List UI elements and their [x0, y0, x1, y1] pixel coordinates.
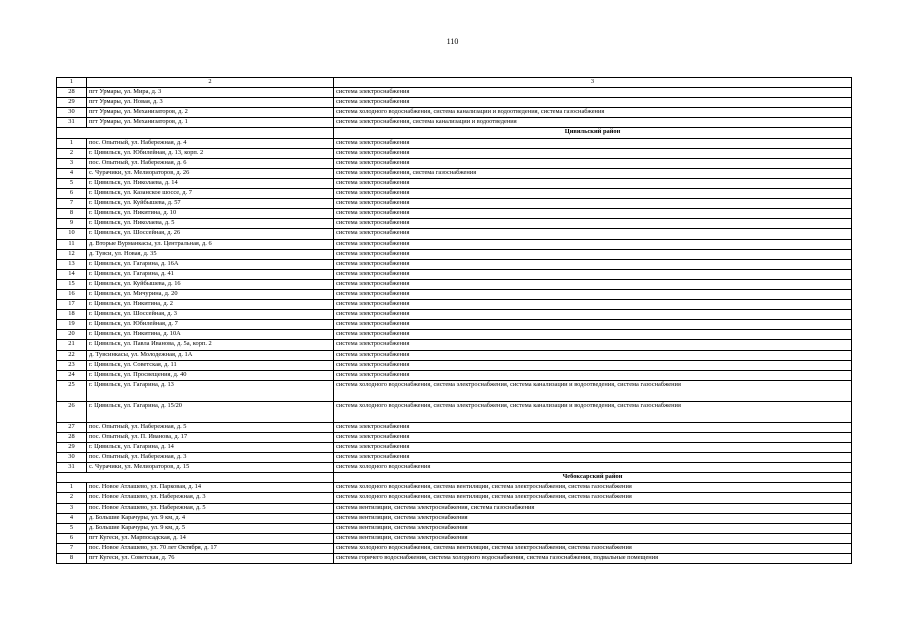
table-row — [57, 370, 852, 380]
row-number: 30 — [57, 108, 87, 118]
row-address: пос. Опытный, ул. Набережная, д. 4 — [87, 138, 334, 148]
row-address: г. Цивильск, ул. Гагарина, д. 41 — [87, 269, 334, 279]
table-row — [57, 259, 852, 269]
row-address: г. Цивильск, ул. Просвещения, д. 40 — [87, 370, 334, 380]
row-number: 1 — [57, 483, 87, 493]
row-systems: система электроснабжения — [334, 320, 852, 330]
row-address: с. Чурачики, ул. Мелиораторов, д. 26 — [87, 168, 334, 178]
table-row — [57, 543, 852, 553]
row-systems: система электроснабжения — [334, 350, 852, 360]
row-systems: система вентиляции, система электроснабжения, система газоснабжения — [334, 503, 852, 513]
row-number: 6 — [57, 189, 87, 199]
row-systems: система электроснабжения — [334, 199, 852, 209]
row-address: г. Цивильск, ул. Гагарина, д. 14 — [87, 443, 334, 453]
objects-table — [56, 77, 852, 564]
row-systems: система электроснабжения — [334, 443, 852, 453]
row-systems: система электроснабжения — [334, 453, 852, 463]
table-row — [57, 88, 852, 98]
row-systems: система холодного водоснабжения — [334, 463, 852, 473]
row-number: 19 — [57, 320, 87, 330]
table-row — [57, 330, 852, 340]
row-address: г. Цивильск, ул. Гагарина, д. 13 — [87, 380, 334, 401]
table-row — [57, 453, 852, 463]
row-address: пгт Кугеси, ул. Советская, д. 76 — [87, 554, 334, 564]
row-number: 24 — [57, 370, 87, 380]
table-row — [57, 178, 852, 188]
row-number: 2 — [57, 493, 87, 503]
table-row — [57, 513, 852, 523]
table-row — [57, 463, 852, 473]
row-number: 13 — [57, 259, 87, 269]
row-address: пгт Урмары, ул. Мира, д. 3 — [87, 88, 334, 98]
row-address: д. Вторые Вурманкасы, ул. Центральная, д. 6 — [87, 239, 334, 249]
table-row — [57, 523, 852, 533]
row-address: пос. Опытный, ул. Набережная, д. 5 — [87, 422, 334, 432]
row-number: 29 — [57, 98, 87, 108]
row-number: 4 — [57, 168, 87, 178]
row-number: 31 — [57, 118, 87, 128]
row-number: 4 — [57, 513, 87, 523]
table-row — [57, 98, 852, 108]
row-address: пгт Урмары, ул. Механизаторов, д. 2 — [87, 108, 334, 118]
row-number: 3 — [57, 503, 87, 513]
row-address: г. Цивильск, ул. Николаева, д. 5 — [87, 219, 334, 229]
row-address: г. Цивильск, ул. Мичурина, д. 20 — [87, 289, 334, 299]
header-col-systems: 3 — [334, 78, 852, 88]
row-number: 14 — [57, 269, 87, 279]
objects-table-body — [57, 78, 852, 564]
row-systems: система электроснабжения — [334, 279, 852, 289]
row-number: 6 — [57, 533, 87, 543]
table-row — [57, 340, 852, 350]
row-number: 21 — [57, 340, 87, 350]
table-row — [57, 158, 852, 168]
row-systems: система электроснабжения — [334, 370, 852, 380]
row-systems: система электроснабжения — [334, 239, 852, 249]
row-number: 9 — [57, 219, 87, 229]
row-systems: система холодного водоснабжения, система вентиляции, система электроснабжения, система газоснабжения — [334, 543, 852, 553]
row-address: г. Цивильск, ул. Юбилейная, д. 13, корп. 2 — [87, 148, 334, 158]
row-address: г. Цивильск, ул. Павла Иванова, д. 5а, корп. 2 — [87, 340, 334, 350]
table-row — [57, 229, 852, 239]
table-row — [57, 422, 852, 432]
table-row — [57, 401, 852, 422]
row-systems: система электроснабжения — [334, 269, 852, 279]
row-number: 28 — [57, 88, 87, 98]
row-address: д. Тувси, ул. Новая, д. 35 — [87, 249, 334, 259]
row-number: 26 — [57, 401, 87, 422]
table-row — [57, 138, 852, 148]
row-number: 30 — [57, 453, 87, 463]
section-row — [57, 128, 852, 138]
row-systems: система горячего водоснабжения, система холодного водоснабжения, система газоснабжения, подвальные помещения — [334, 554, 852, 564]
table-row — [57, 432, 852, 442]
table-row — [57, 269, 852, 279]
table-row — [57, 279, 852, 289]
row-number: 25 — [57, 380, 87, 401]
row-systems: система холодного водоснабжения, система электроснабжения, система канализации и водоотведения, система газоснабжения — [334, 380, 852, 401]
row-address: г. Цивильск, ул. Николаева, д. 14 — [87, 178, 334, 188]
table-row — [57, 320, 852, 330]
table-row — [57, 443, 852, 453]
table-row — [57, 199, 852, 209]
row-address: с. Чурачики, ул. Мелиораторов, д. 15 — [87, 463, 334, 473]
row-address: д. Большие Карачуры, ул. 9 км, д. 5 — [87, 523, 334, 533]
row-address: г. Цивильск, ул. Шоссейная, д. 3 — [87, 310, 334, 320]
page-number: 110 — [446, 37, 459, 46]
row-systems: система электроснабжения — [334, 98, 852, 108]
table-row — [57, 209, 852, 219]
table-row — [57, 310, 852, 320]
table-row — [57, 350, 852, 360]
table-row — [57, 219, 852, 229]
table-row — [57, 554, 852, 564]
section-title: Чебоксарский район — [334, 473, 852, 483]
row-systems: система электроснабжения — [334, 209, 852, 219]
row-number: 7 — [57, 543, 87, 553]
row-systems: система электроснабжения — [334, 340, 852, 350]
row-systems: система электроснабжения — [334, 360, 852, 370]
row-number: 22 — [57, 350, 87, 360]
row-systems: система электроснабжения — [334, 219, 852, 229]
table-row — [57, 493, 852, 503]
row-systems: система электроснабжения — [334, 178, 852, 188]
row-number: 7 — [57, 199, 87, 209]
row-systems: система электроснабжения — [334, 148, 852, 158]
row-number: 11 — [57, 239, 87, 249]
row-number: 17 — [57, 300, 87, 310]
row-address: г. Цивильск, ул. Куйбышева, д. 16 — [87, 279, 334, 289]
row-address: г. Цивильск, ул. Куйбышева, д. 57 — [87, 199, 334, 209]
row-systems: система электроснабжения — [334, 330, 852, 340]
row-number: 2 — [57, 148, 87, 158]
row-address: пгт Урмары, ул. Механизаторов, д. 1 — [87, 118, 334, 128]
table-row — [57, 239, 852, 249]
row-address: пос. Опытный, ул. Набережная, д. 3 — [87, 453, 334, 463]
row-address: г. Цивильск, ул. Казанское шоссе, д. 7 — [87, 189, 334, 199]
row-address: г. Цивильск, ул. Гагарина, д. 16А — [87, 259, 334, 269]
row-number: 29 — [57, 443, 87, 453]
row-address: д. Тувсинкасы, ул. Молодежная, д. 1А — [87, 350, 334, 360]
row-address: г. Цивильск, ул. Шоссейная, д. 26 — [87, 229, 334, 239]
row-address: пгт Урмары, ул. Новая, д. 3 — [87, 98, 334, 108]
table-row — [57, 249, 852, 259]
row-address: пос. Опытный, ул. П. Иванова, д. 17 — [87, 432, 334, 442]
row-systems: система электроснабжения — [334, 138, 852, 148]
row-number: 1 — [57, 138, 87, 148]
table-row — [57, 168, 852, 178]
table-row — [57, 503, 852, 513]
table-row — [57, 483, 852, 493]
header-col-address: 2 — [87, 78, 334, 88]
row-systems: система электроснабжения — [334, 249, 852, 259]
section-spacer-cell — [57, 128, 334, 138]
row-number: 23 — [57, 360, 87, 370]
table-row — [57, 108, 852, 118]
row-systems: система электроснабжения — [334, 310, 852, 320]
row-address: пос. Новое Атлашево, ул. Набережная, д. 5 — [87, 503, 334, 513]
row-address: пос. Опытный, ул. Набережная, д. 6 — [87, 158, 334, 168]
row-systems: система вентиляции, система электроснабжения — [334, 533, 852, 543]
row-number: 31 — [57, 463, 87, 473]
header-col-number: 1 — [57, 78, 87, 88]
row-number: 10 — [57, 229, 87, 239]
row-systems: система электроснабжения — [334, 88, 852, 98]
table-row — [57, 300, 852, 310]
table-row — [57, 289, 852, 299]
row-number: 15 — [57, 279, 87, 289]
row-systems: система электроснабжения — [334, 300, 852, 310]
row-systems: система электроснабжения — [334, 422, 852, 432]
row-systems: система электроснабжения — [334, 432, 852, 442]
row-systems: система электроснабжения — [334, 158, 852, 168]
section-title: Цивильский район — [334, 128, 852, 138]
row-systems: система электроснабжения, система газоснабжения — [334, 168, 852, 178]
table-row — [57, 380, 852, 401]
table-row — [57, 533, 852, 543]
table-row — [57, 189, 852, 199]
row-address: пос. Новое Атлашево, ул. 70 лет Октября, д. 17 — [87, 543, 334, 553]
row-address: г. Цивильск, ул. Гагарина, д. 15/20 — [87, 401, 334, 422]
row-number: 5 — [57, 523, 87, 533]
row-systems: система холодного водоснабжения, система электроснабжения, система канализации и водоотведения, система газоснабжения — [334, 401, 852, 422]
row-address: г. Цивильск, ул. Никитина, д. 2 — [87, 300, 334, 310]
row-systems: система электроснабжения — [334, 189, 852, 199]
row-number: 12 — [57, 249, 87, 259]
row-number: 20 — [57, 330, 87, 340]
table-row — [57, 118, 852, 128]
row-number: 5 — [57, 178, 87, 188]
row-number: 28 — [57, 432, 87, 442]
row-number: 18 — [57, 310, 87, 320]
row-number: 8 — [57, 554, 87, 564]
row-number: 16 — [57, 289, 87, 299]
row-systems: система холодного водоснабжения, система вентиляции, система электроснабжения, система газоснабжения — [334, 493, 852, 503]
row-address: г. Цивильск, ул. Советская, д. 11 — [87, 360, 334, 370]
row-address: д. Большие Карачуры, ул. 9 км, д. 4 — [87, 513, 334, 523]
row-systems: система вентиляции, система электроснабжения — [334, 513, 852, 523]
row-address: пос. Новое Атлашево, ул. Набережная, д. 3 — [87, 493, 334, 503]
row-systems: система электроснабжения — [334, 289, 852, 299]
section-row — [57, 473, 852, 483]
row-systems: система вентиляции, система электроснабжения — [334, 523, 852, 533]
table-row — [57, 360, 852, 370]
row-number: 27 — [57, 422, 87, 432]
table-row — [57, 148, 852, 158]
row-address: пгт Кугеси, ул. Марпосадская, д. 14 — [87, 533, 334, 543]
table-header-row — [57, 78, 852, 88]
row-address: пос. Новое Атлашево, ул. Парковая, д. 14 — [87, 483, 334, 493]
row-number: 8 — [57, 209, 87, 219]
row-systems: система холодного водоснабжения, система канализации и водоотведения, система газоснабжения — [334, 108, 852, 118]
section-spacer-cell — [57, 473, 334, 483]
row-systems: система электроснабжения, система канализации и водоотведения — [334, 118, 852, 128]
row-number: 3 — [57, 158, 87, 168]
row-address: г. Цивильск, ул. Никитина, д. 10А — [87, 330, 334, 340]
row-systems: система холодного водоснабжения, система вентиляции, система электроснабжения, система газоснабжения — [334, 483, 852, 493]
row-address: г. Цивильск, ул. Юбилейная, д. 7 — [87, 320, 334, 330]
row-systems: система электроснабжения — [334, 259, 852, 269]
row-systems: система электроснабжения — [334, 229, 852, 239]
row-address: г. Цивильск, ул. Никитина, д. 10 — [87, 209, 334, 219]
